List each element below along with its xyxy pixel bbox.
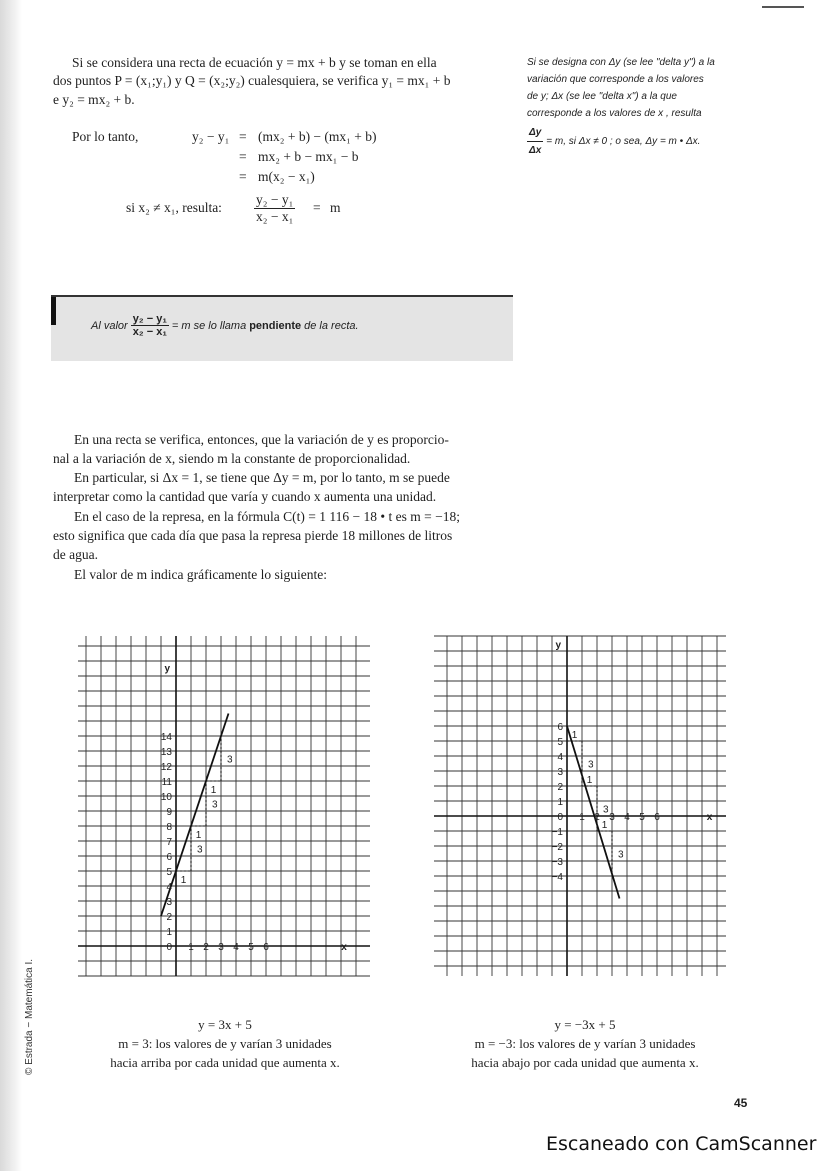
definition-box [51,295,513,361]
intro-line-2: dos puntos P = (x₁;y₁) y Q = (x₂;y₂) cualesquiera, se verifica y₁ = mx₁ + b [53,73,451,88]
side-note-line-3: de y; Δx (se lee "delta x") a la que [527,91,677,102]
gr-y-tick: −4 [551,872,563,883]
derivation-row1-left: y₂ − y₁ [192,129,230,144]
side-note-tail: = m, si Δx ≠ 0 ; o sea, Δy = m • Δx. [546,136,701,147]
gl-y-label: y [164,663,170,675]
gr-step-label-rise: 3 [618,849,624,861]
derivation-eq-3: = [239,169,247,184]
caption-left [60,1015,390,1072]
graph-right [434,632,726,980]
derivation-result: m [330,200,341,215]
caption-right-equation: y = −3x + 5 [554,1017,616,1032]
derivation-eq-1: = [239,129,247,144]
definition-bold-term: pendiente [249,319,302,332]
body-p1-line-1: En una recta se verifica, entonces, que la variación de y es proporcio- [74,432,449,447]
derivation-row3-right: m(x₂ − x₁) [258,169,315,184]
gl-x-tick-1: 1 [188,942,194,953]
gr-x-tick-3: 3 [609,812,615,823]
gr-y-tick: 1 [557,797,563,808]
caption-left-m: m = 3: los valores de y varían 3 unidades [118,1036,332,1051]
gr-step-label-rise: 3 [603,804,609,816]
gr-x-tick-4: 4 [624,812,630,823]
publisher-credit: © Estrada − Matemática I. [24,958,35,1075]
gl-step-label-run: 1 [195,830,202,841]
gr-y-tick: 6 [557,722,563,733]
gl-y-tick: 11 [161,777,172,788]
gl-y-tick: 6 [166,852,172,863]
gl-y-tick: 2 [166,912,172,923]
graph-left [78,632,370,980]
derivation-label: Por lo tanto, [72,129,139,144]
caption-right-desc: hacia abajo por cada unidad que aumenta x. [471,1055,699,1070]
gl-x-tick-3: 3 [218,942,224,953]
gr-y-tick: −2 [551,842,563,853]
gr-step-label-run: 1 [586,775,593,786]
definition-suffix: de la recta. [304,319,359,332]
gr-x-label: x [706,812,713,823]
gl-y-tick: 8 [166,822,172,833]
gl-step-label-rise: 3 [197,844,203,856]
gr-y-tick: 3 [557,767,563,778]
gr-y-tick: 2 [557,782,563,793]
gr-x-tick-2: 2 [594,812,600,823]
page-number: 45 [734,1096,748,1110]
gl-x-tick-2: 2 [203,942,209,953]
caption-left-equation: y = 3x + 5 [198,1017,252,1032]
gl-step-label-run: 1 [210,785,217,796]
definition-box-bar [51,297,56,325]
side-note-line-2: variación que corresponde a los valores [527,74,704,85]
derivation-frac-den: x₂ − x₁ [256,209,294,224]
definition-frac-den: x₂ − x₁ [132,326,167,338]
side-note-formula [527,124,757,159]
gl-step-label-run: 1 [180,875,187,886]
gl-y-tick: 9 [166,807,172,818]
gl-x-label: x [341,942,347,953]
gl-y-tick: 1 [166,927,172,938]
intro-line-3: e y₂ = mx₂ + b. [53,92,135,107]
page-edge-shadow [0,0,22,1171]
side-note-frac-num: Δy [527,124,543,142]
caption-right [420,1015,750,1072]
gl-step-label-rise: 3 [227,754,233,766]
gr-step-label-run: 1 [571,730,578,741]
gr-y-tick: −3 [551,857,563,868]
body-p2-line-1: En particular, si Δx = 1, se tiene que Δy = m, por lo tanto, m se puede [74,470,450,485]
caption-left-desc: hacia arriba por cada unidad que aumenta x. [110,1055,340,1070]
graph-right-grid [434,636,726,976]
gl-x-tick-5: 5 [248,942,254,953]
definition-frac-num: y₂ − y₁ [132,313,167,325]
gr-y-label: y [555,640,561,651]
body-p4: El valor de m indica gráficamente lo siguiente: [74,567,328,582]
gl-origin-label: 0 [166,942,172,953]
derivation-eq-4: = [313,200,321,215]
side-note-line-1: Si se designa con Δy (se lee "delta y") a la [527,57,715,68]
graph-left-labels [161,664,347,954]
derivation-row2-right: mx₂ + b − mx₁ − b [258,149,359,164]
gl-y-tick: 10 [160,792,172,803]
definition-prefix: Al valor [91,319,128,332]
gr-y-tick: 5 [557,737,563,748]
graph-left-grid [78,636,370,976]
body-p2-line-2: interpretar como la cantidad que varía y cuando x aumenta una unidad. [53,489,437,504]
graph-right-axes [434,636,726,976]
gl-x-tick-6: 6 [263,942,269,953]
gl-y-tick: 4 [166,882,172,893]
graph-right-labels [552,640,713,883]
derivation-eq-2: = [239,149,247,164]
body-p3-line-3: de agua. [53,547,98,562]
derivation-row1-right: (mx₂ + b) − (mx₁ + b) [258,129,377,144]
intro-line-1: Si se considera una recta de ecuación y = mx + b y se toman en ella [72,55,437,70]
gl-y-tick: 7 [166,837,172,848]
derivation-condition: si x₂ ≠ x₁, resulta: [126,200,222,215]
caption-right-m: m = −3: los valores de y varían 3 unidades [474,1036,696,1051]
side-note-line-4: corresponde a los valores de x , resulta [527,108,702,119]
gr-y-tick: 4 [557,752,563,763]
gl-y-tick: 5 [166,867,172,878]
definition-content [91,313,359,338]
gr-step-label-run: 1 [601,820,608,831]
gr-x-tick-6: 6 [654,812,660,823]
side-note [527,54,757,159]
gr-y-tick: −1 [551,827,563,838]
gr-x-tick-1: 1 [579,812,585,823]
gl-y-tick: 12 [160,762,172,773]
gl-y-tick: 13 [160,747,172,758]
side-note-frac-den: Δx [529,145,542,156]
body-p3-line-1: En el caso de la represa, en la fórmula C(t) = 1 116 − 18 • t es m = −18; [74,509,460,524]
gl-y-tick: 3 [166,897,172,908]
gr-origin-label: 0 [557,812,563,823]
gr-x-tick-5: 5 [639,812,645,823]
body-p3-line-2: esto significa que cada día que pasa la represa pierde 18 millones de litros [53,528,453,543]
derivation-fraction [254,192,295,225]
gl-y-tick: 14 [160,732,172,743]
scanner-watermark: Escaneado con CamScanner [546,1133,817,1155]
body-p1-line-2: nal a la variación de x, siendo m la constante de proporcionalidad. [53,451,411,466]
gr-step-label-rise: 3 [588,759,594,771]
gl-step-label-rise: 3 [212,799,218,811]
derivation-frac-num: y₂ − y₁ [256,192,294,207]
definition-middle: = m se lo llama [171,319,247,332]
top-mark [762,6,804,8]
gl-x-tick-4: 4 [233,942,239,953]
